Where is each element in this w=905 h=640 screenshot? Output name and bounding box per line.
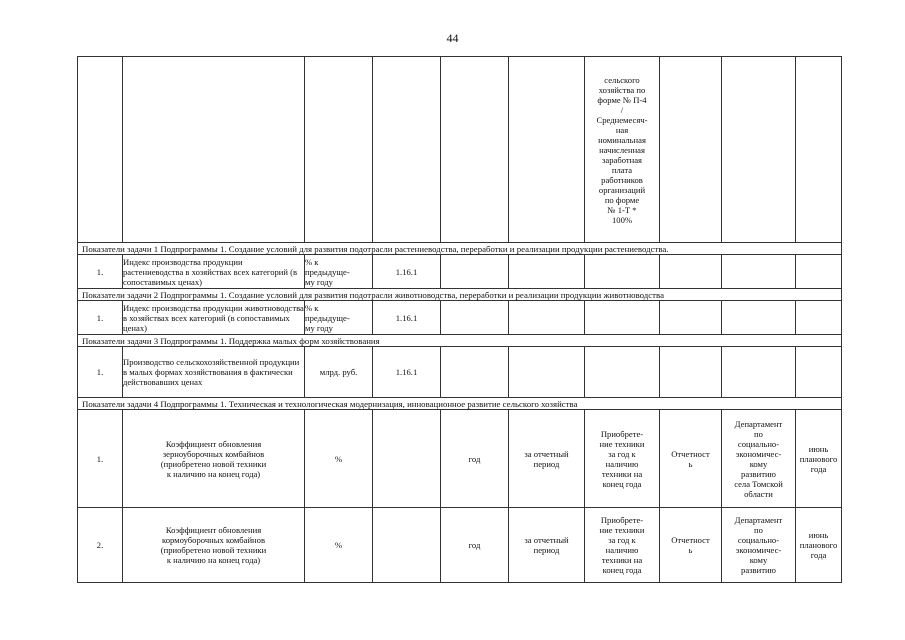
table-cell [722,347,796,398]
row-number: 1. [78,410,123,508]
indicator-name: Коэффициент обновления кормоуборочных комбайнов (приобретено новой техники к наличию на конец года) [123,508,305,583]
table-cell [722,255,796,289]
table-cell [796,57,842,243]
row-number: 1. [78,255,123,289]
table-cell [796,255,842,289]
table-cell [660,347,722,398]
method-cell: сельского хозяйства по форме № П-4 / Среднемесяч- ная номинальная начисленная заработная плата работников организаций по форме № 1-Т * 100% [585,57,660,243]
unit-cell: % к предыдуще- му году [305,301,373,335]
table-cell [78,57,123,243]
deadline-cell: июнь планового года [796,410,842,508]
indicator-name: Производство сельскохозяйственной продукции в малых формах хозяйствования в фактически действовавших ценах [123,347,305,398]
table-cell [441,347,509,398]
table-cell [509,301,585,335]
section-header-row [78,398,842,410]
time-cell: за отчетный период [509,410,585,508]
row-number: 2. [78,508,123,583]
table-cell [441,57,509,243]
table-cell [373,410,441,508]
table-cell [585,255,660,289]
table-cell [509,57,585,243]
table-cell [509,347,585,398]
table-row [78,508,842,583]
table-cell [722,57,796,243]
table-cell [796,347,842,398]
unit-cell: % [305,410,373,508]
section-header-row [78,289,842,301]
table-cell [441,301,509,335]
table-row [78,255,842,289]
table-cell [373,508,441,583]
page-number: 44 [446,31,459,45]
deadline-cell: июнь планового года [796,508,842,583]
table-cell [796,301,842,335]
unit-cell: % [305,508,373,583]
section-title: Показатели задачи 2 Подпрограммы 1. Создание условий для развития подотрасли животноводства, переработки и реализации продукции животноводства [78,289,842,301]
row-number: 1. [78,301,123,335]
section-title: Показатели задачи 3 Подпрограммы 1. Поддержка малых форм хозяйствования [78,335,842,347]
indicator-name: Индекс производства продукции растениеводства в хозяйствах всех категорий (в сопоставимых ценах) [123,255,305,289]
section-title: Показатели задачи 4 Подпрограммы 1. Техническая и технологическая модернизация, инновационное развитие сельского хозяйства [78,398,842,410]
section-header-row [78,243,842,255]
responsible-cell: Департамент по социально- экономичес- кому развитию села Томской области [722,410,796,508]
table-cell [660,301,722,335]
table-row [78,347,842,398]
continued-row [78,57,842,243]
table-cell [585,301,660,335]
frequency-cell: год [441,410,509,508]
table-cell [509,255,585,289]
section-header-row [78,335,842,347]
source-cell: Отчетност ь [660,508,722,583]
indicators-table [77,56,842,583]
table-cell [305,57,373,243]
code-cell: 1.16.1 [373,255,441,289]
table-cell [373,57,441,243]
source-cell: Отчетност ь [660,410,722,508]
table-cell [585,347,660,398]
indicator-name: Коэффициент обновления зерноуборочных комбайнов (приобретено новой техники к наличию на конец года) [123,410,305,508]
table-cell [722,301,796,335]
unit-cell: % к предыдуще- му году [305,255,373,289]
section-title: Показатели задачи 1 Подпрограммы 1. Создание условий для развития подотрасли растениеводства, переработки и реализации продукции растениеводства. [78,243,842,255]
row-number: 1. [78,347,123,398]
table-cell [123,57,305,243]
method-cell: Приобрете- ние техники за год к наличию техники на конец года [585,410,660,508]
frequency-cell: год [441,508,509,583]
method-cell: Приобрете- ние техники за год к наличию техники на конец года [585,508,660,583]
table-row [78,301,842,335]
table-cell [441,255,509,289]
code-cell: 1.16.1 [373,301,441,335]
table-cell [660,255,722,289]
table-row [78,410,842,508]
time-cell: за отчетный период [509,508,585,583]
responsible-cell: Департамент по социально- экономичес- кому развитию [722,508,796,583]
unit-cell: млрд. руб. [305,347,373,398]
table-cell [660,57,722,243]
indicator-name: Индекс производства продукции животноводства в хозяйствах всех категорий (в сопоставимых ценах) [123,302,304,333]
code-cell: 1.16.1 [373,347,441,398]
